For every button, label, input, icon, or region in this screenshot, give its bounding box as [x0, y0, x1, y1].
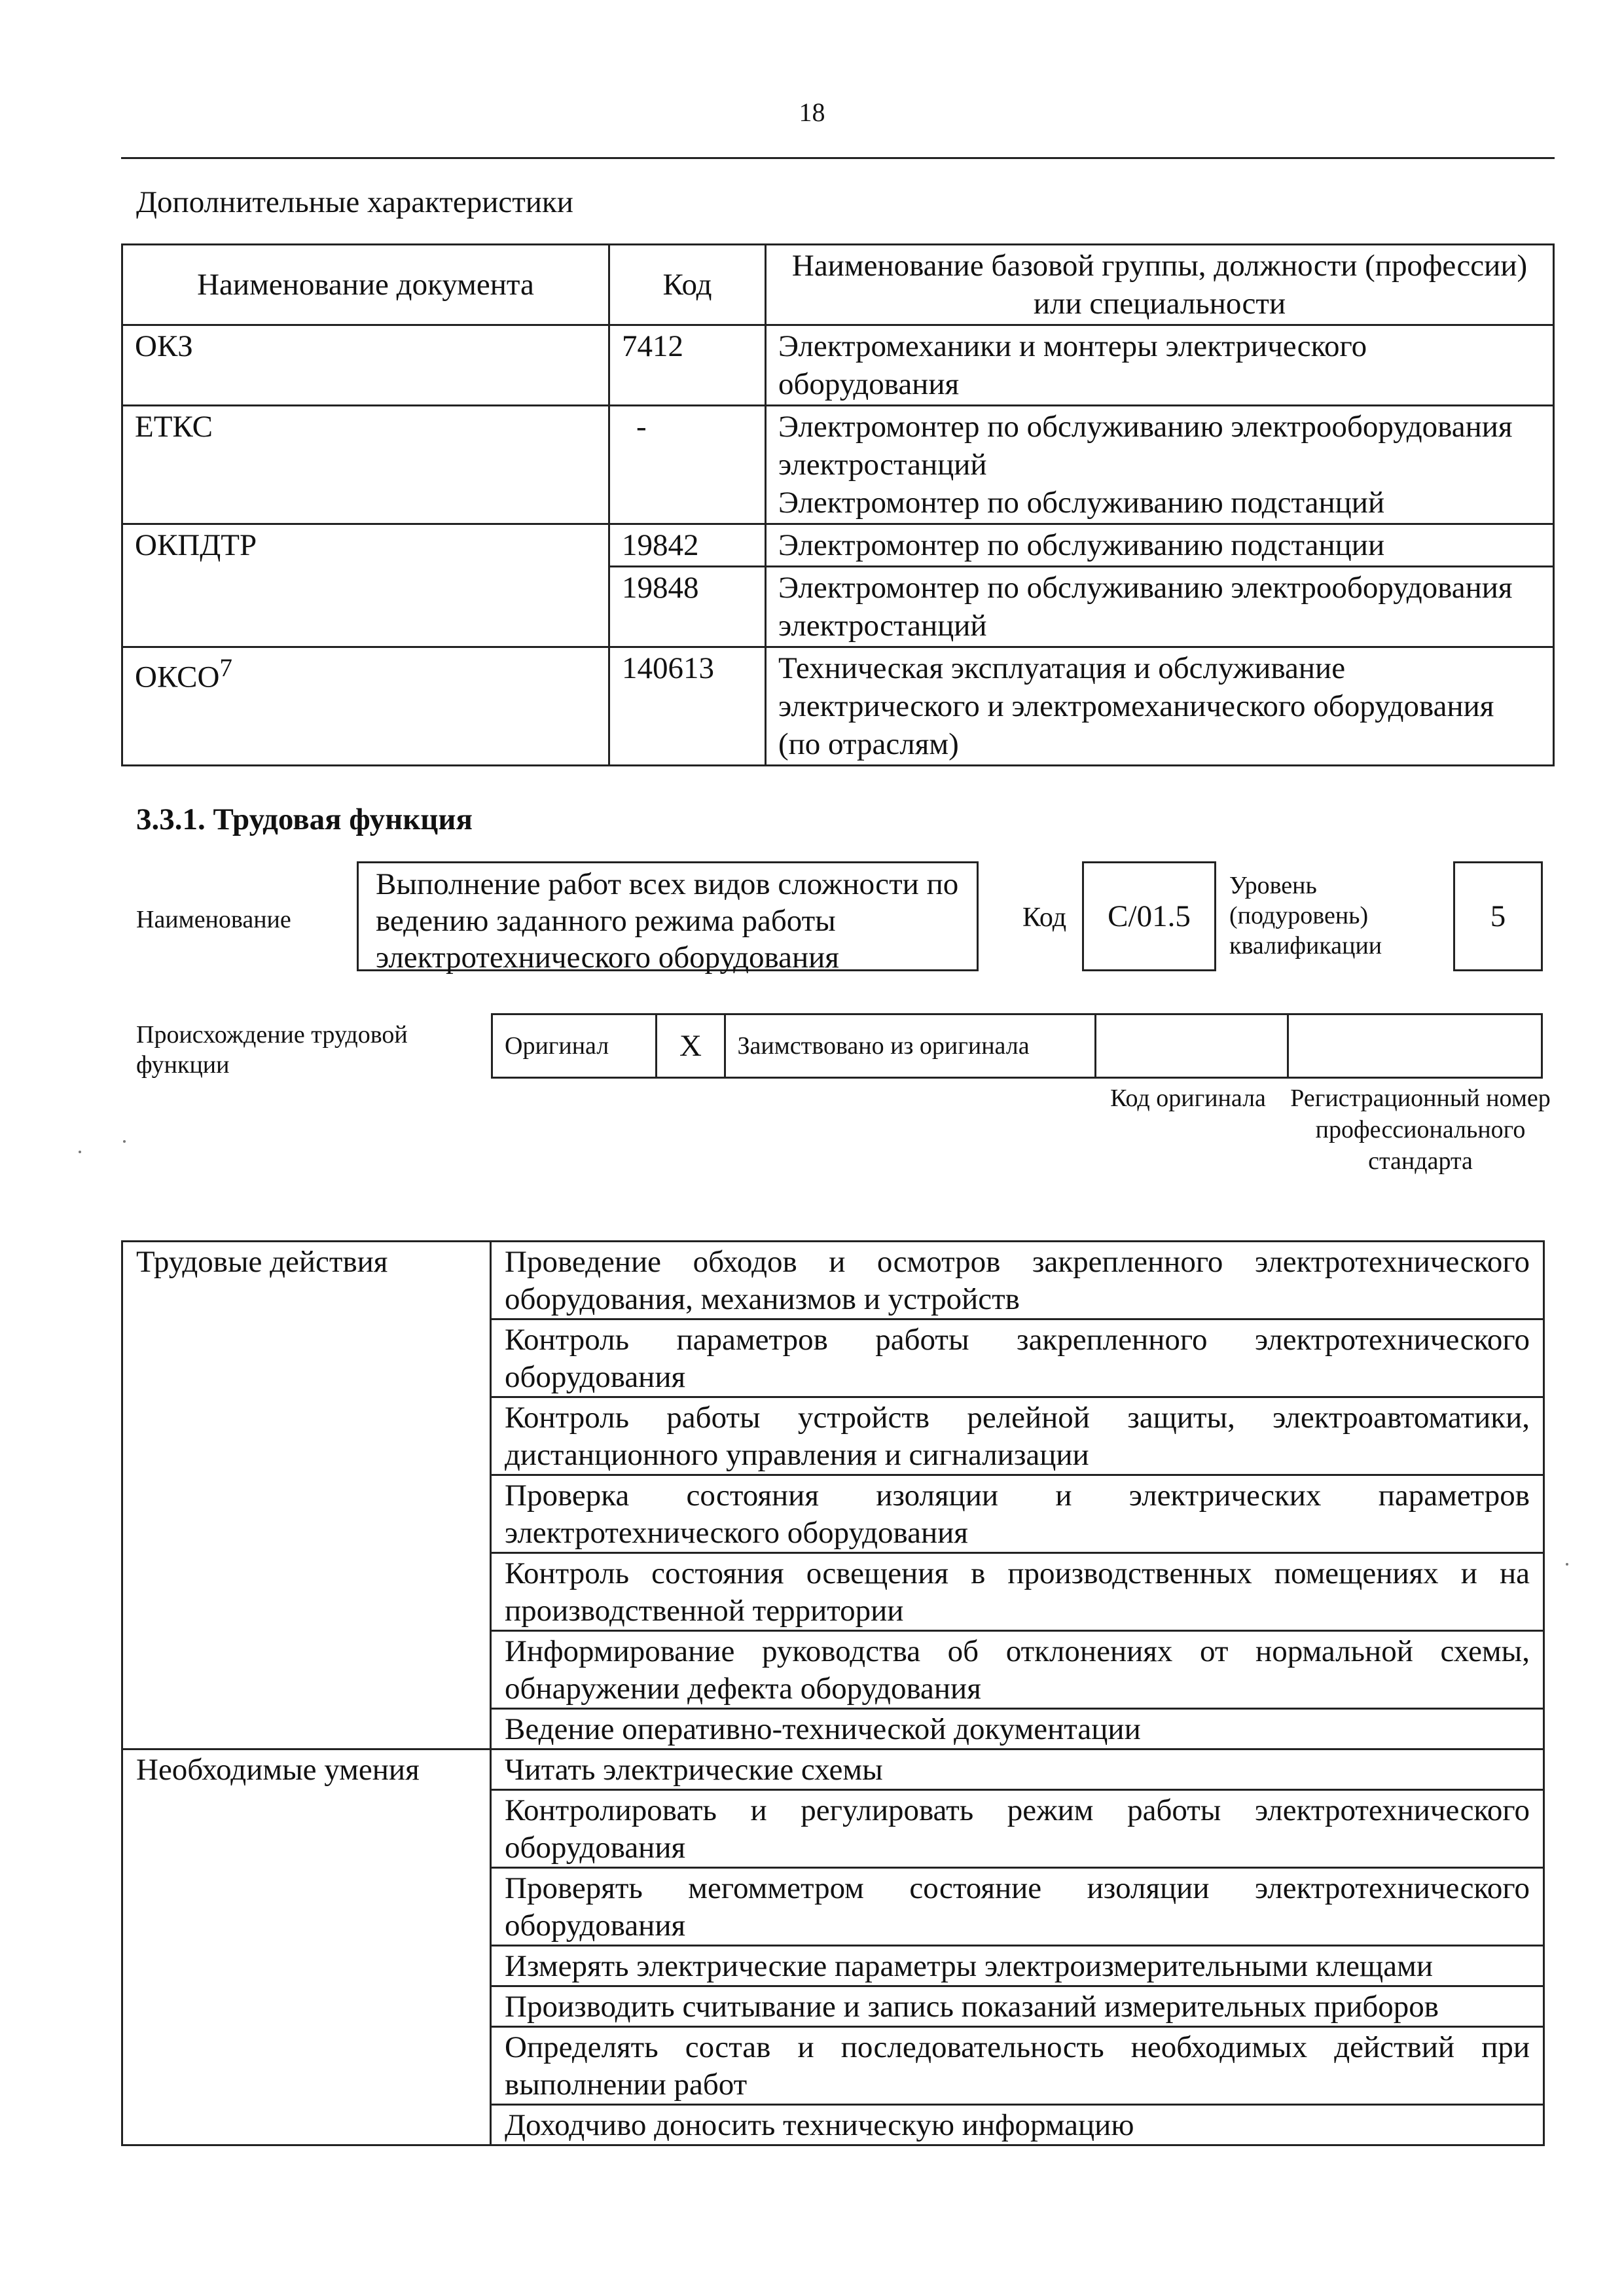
skill-item: Проверять мегомметром состояние изоляции электротехнического оборудования [491, 1868, 1544, 1946]
functions-table [121, 1240, 1545, 2146]
skill-item: Производить считывание и запись показаний измерительных приборов [491, 1986, 1544, 2027]
row-code: 19848 [609, 567, 766, 647]
name-label: Наименование [136, 906, 291, 933]
row-code: 140613 [609, 647, 766, 766]
code-label: Код [1022, 903, 1067, 933]
row-name: Электромонтер по обслуживанию подстанции [766, 524, 1554, 567]
qualification-level-box: 5 [1453, 861, 1543, 971]
labour-action-item: Проверка состояния изоляции и электрических параметров электротехнического оборудования [491, 1475, 1544, 1553]
original-code-caption: Код оригинала [1110, 1085, 1266, 1112]
page-number: 18 [799, 98, 825, 127]
row-document: ОКЗ [122, 325, 609, 406]
row-name: Электромонтер по обслуживанию электрооборудования электростанций [766, 567, 1554, 647]
table-row [122, 1749, 1544, 1790]
section-caption: Дополнительные характеристики [136, 185, 573, 219]
skill-item: Определять состав и последовательность необходимых действий при выполнении работ [491, 2027, 1544, 2105]
labour-action-item: Контроль состояния освещения в производственных помещениях и на производственной территории [491, 1553, 1544, 1631]
table-row [122, 524, 1554, 567]
function-name-box: Выполнение работ всех видов сложности по ведению заданного режима работы электротехнического оборудования [357, 861, 979, 971]
labour-action-item: Контроль работы устройств релейной защиты, электроавтоматики, дистанционного управления и сигнализации [491, 1397, 1544, 1475]
header-rule [121, 157, 1555, 159]
labour-action-item: Контроль параметров работы закрепленного электротехнического оборудования [491, 1319, 1544, 1397]
row-document: ОКПДТР [122, 524, 609, 647]
skill-item: Контролировать и регулировать режим работы электротехнического оборудования [491, 1790, 1544, 1868]
table-row [122, 1242, 1544, 1319]
header-code: Код [609, 245, 766, 325]
row-name-line: Электромонтер по обслуживанию электрооборудования электростанций [778, 410, 1513, 482]
labour-actions-label: Трудовые действия [122, 1242, 491, 1749]
origin-row [492, 1014, 1542, 1078]
function-code-box: C/01.5 [1082, 861, 1216, 971]
characteristics-table [121, 243, 1555, 766]
table-row [122, 325, 1554, 406]
header-document: Наименование документа [122, 245, 609, 325]
original-mark: X [657, 1014, 725, 1078]
borrowed-label: Заимствовано из оригинала [725, 1014, 1096, 1078]
header-name: Наименование базовой группы, должности (профессии) или специальности [766, 245, 1554, 325]
skill-item: Читать электрические схемы [491, 1749, 1544, 1790]
row-document-text: ОКСО [135, 660, 220, 694]
level-label-line: (подуровень) [1229, 902, 1369, 929]
scan-speck [123, 1140, 126, 1143]
level-label-line: квалификации [1229, 932, 1382, 960]
row-name: Техническая эксплуатация и обслуживание электрического и электромеханического оборудования (по отраслям) [766, 647, 1554, 766]
scan-speck [79, 1151, 81, 1153]
level-label-line: Уровень [1229, 872, 1317, 899]
row-code: 7412 [609, 325, 766, 406]
row-document: ЕТКС [122, 406, 609, 524]
original-label: Оригинал [492, 1014, 657, 1078]
skills-label: Необходимые умения [122, 1749, 491, 2145]
skill-item: Доходчиво доносить техническую информацию [491, 2105, 1544, 2145]
row-name [766, 406, 1554, 524]
labour-action-item: Проведение обходов и осмотров закрепленного электротехнического оборудования, механизмов и устройств [491, 1242, 1544, 1319]
origin-label: Происхождение трудовой функции [136, 1021, 408, 1079]
qualification-level-label [1229, 870, 1382, 961]
row-name-line: Электромонтер по обслуживанию подстанций [778, 486, 1385, 520]
scan-speck [1566, 1563, 1568, 1566]
row-document [122, 647, 609, 766]
labour-action-item: Информирование руководства об отклонениях от нормальной схемы, обнаружении дефекта оборудования [491, 1631, 1544, 1709]
reg-number-caption: Регистрационный номер профессионального стандарта [1290, 1085, 1551, 1175]
table-row [122, 647, 1554, 766]
original-code-cell [1096, 1014, 1288, 1078]
table-row [122, 406, 1554, 524]
row-code: 19842 [609, 524, 766, 567]
skill-item: Измерять электрические параметры электроизмерительными клещами [491, 1946, 1544, 1986]
row-name: Электромеханики и монтеры электрического оборудования [766, 325, 1554, 406]
footnote-mark: 7 [219, 654, 232, 682]
row-code: - [609, 406, 766, 524]
reg-number-cell [1288, 1014, 1542, 1078]
origin-table [491, 1013, 1543, 1079]
table-header-row [122, 245, 1554, 325]
labour-function-title: 3.3.1. Трудовая функция [136, 802, 473, 836]
labour-action-item: Ведение оперативно-технической документации [491, 1709, 1544, 1749]
